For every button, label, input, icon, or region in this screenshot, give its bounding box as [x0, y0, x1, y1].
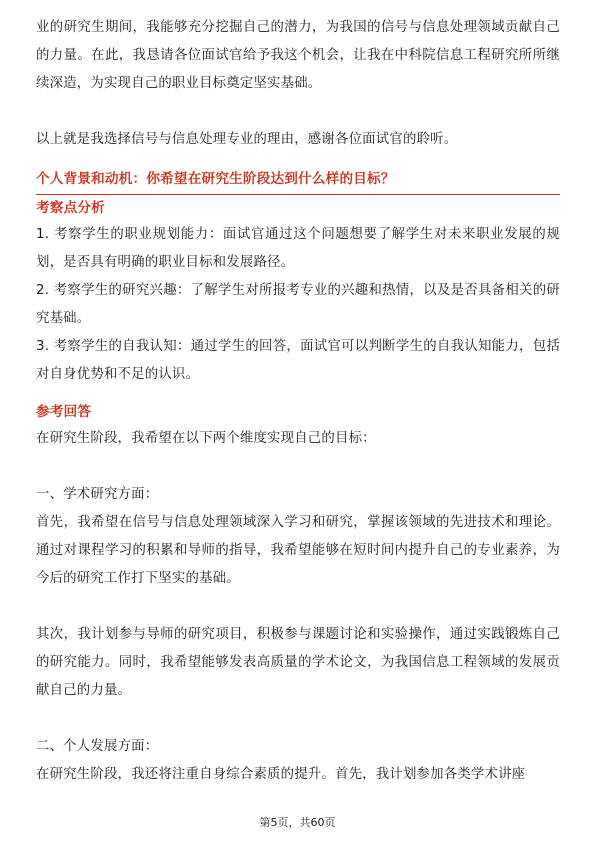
answer-subheading-2: 二、个人发展方面： — [36, 739, 159, 754]
answer-subheading-1: 一、学术研究方面： — [36, 487, 159, 502]
page-number-footer: 第5页，共60页 — [259, 816, 336, 829]
answer-sub2-paragraph-1: 在研究生阶段，我还将注重自身综合素质的提升。首先，我计划参加各类学术讲座 — [36, 767, 526, 782]
intro-paragraph-1: 业的研究生期间，我能够充分挖掘自己的潜力，为我国的信号与信息处理领域贡献自己的力量。在此，我恳请各位面试官给予我这个机会，让我在中科院信息工程研究所所继续深造，为实现自己的职业目标奠定坚实基础。 — [36, 20, 560, 91]
answer-heading: 参考回答 — [36, 404, 92, 420]
spacer — [36, 98, 560, 126]
spacer — [36, 453, 560, 481]
analysis-item-1: 1. 考察学生的职业规划能力：面试官通过这个问题想要了解学生对未来职业发展的规划，是否具有明确的职业目标和发展路径。 — [36, 227, 560, 270]
answer-intro: 在研究生阶段，我希望在以下两个维度实现自己的目标： — [36, 431, 376, 446]
spacer — [36, 593, 560, 621]
document-page — [36, 14, 560, 789]
intro-paragraph-2: 以上就是我选择信号与信息处理专业的理由，感谢各位面试官的聆听。 — [36, 132, 458, 147]
analysis-item-3: 3. 考察学生的自我认知：通过学生的回答，面试官可以判断学生的自我认知能力，包括对自身优势和不足的认识。 — [36, 339, 560, 382]
answer-sub1-paragraph-2: 其次，我计划参与导师的研究项目，积极参与课题讨论和实验操作，通过实践锻炼自己的研究能力。同时，我希望能够发表高质量的学术论文，为我国信息工程领域的发展贡献自己的力量。 — [36, 627, 560, 698]
spacer — [36, 389, 560, 399]
analysis-item-2: 2. 考察学生的研究兴趣：了解学生对所报考专业的兴趣和热情，以及是否具备相关的研究基础。 — [36, 283, 560, 326]
question-heading: 个人背景和动机：你希望在研究生阶段达到什么样的目标？ — [36, 166, 560, 195]
spacer — [36, 705, 560, 733]
answer-sub1-paragraph-1: 首先，我希望在信号与信息处理领域深入学习和研究，掌握该领域的先进技术和理论。通过对课程学习的积累和导师的指导，我希望能够在短时间内提升自己的专业素养，为今后的研究工作打下坚实的基础。 — [36, 515, 560, 586]
analysis-heading: 考察点分析 — [36, 200, 105, 216]
